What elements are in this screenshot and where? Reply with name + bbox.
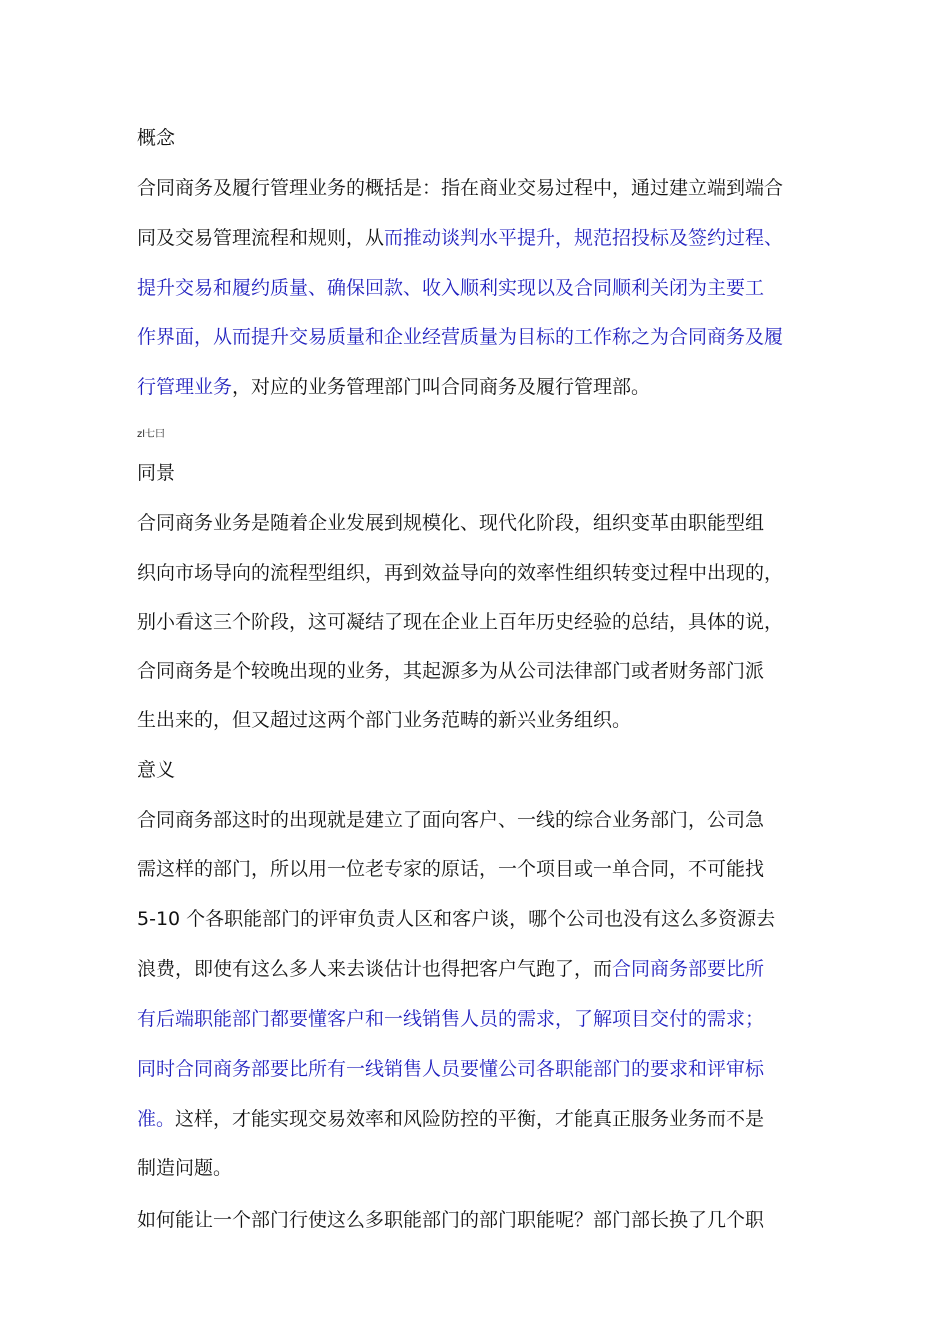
text-run: 这样，才能实现交易效率和风险防控的平衡，才能真正服务业务而不是: [175, 1108, 765, 1130]
heading-concept: 概念: [137, 127, 176, 149]
paragraph-line: 别小看这三个阶段，这可凝结了现在企业上百年历史经验的总结，具体的说，: [137, 611, 784, 633]
paragraph-line: 如何能让一个部门行使这么多职能部门的部门职能呢？部门部长换了几个职: [137, 1209, 765, 1231]
highlighted-text: 作界面，从而提升交易质量和企业经营质量为目标的工作称之为合同商务及履: [137, 326, 784, 348]
paragraph-line: [137, 956, 764, 982]
heading-background: 同景: [137, 462, 176, 484]
paragraph-line: [137, 1106, 764, 1132]
paragraph-line: [137, 1155, 232, 1181]
paragraph-line: [137, 807, 764, 833]
highlighted-text: 提升交易和履约质量、确保回款、收入顺利实现以及合同顺利关闭为主要工: [137, 277, 765, 299]
paragraph-line: 织向市场导向的流程型组织，再到效益导向的效率性组织转变过程中出现的，: [137, 562, 784, 584]
highlighted-text: 合同商务部要比所: [612, 958, 765, 980]
paragraph-line: [137, 324, 783, 350]
paragraph-line: 生出来的，但又超过这两个部门业务范畴的新兴业务组织。: [137, 709, 632, 731]
paragraph-line: [137, 1006, 764, 1032]
paragraph-line: [137, 275, 764, 301]
highlighted-text: 准。: [137, 1108, 176, 1130]
heading-significance: 意义: [137, 759, 176, 781]
paragraph-line: 合同商务业务是随着企业发展到规模化、现代化阶段，组织变革由职能型组: [137, 512, 765, 534]
text-run: ，对应的业务管理部门叫合同商务及履行管理部。: [232, 376, 651, 398]
text-run: 5-10 个各职能部门的评审负责人区和客户谈，哪个公司也没有这么多资源去: [137, 908, 776, 930]
text-run: 需这样的部门，所以用一位老专家的原话，一个项目或一单合同，不可能找: [137, 858, 765, 880]
text-run: 制造问题。: [137, 1157, 233, 1179]
paragraph-line: [137, 175, 783, 201]
text-run: 合同商务部这时的出现就是建立了面向客户、一线的综合业务部门，公司急: [137, 809, 765, 831]
highlighted-text: 有后端职能部门都要懂客户和一线销售人员的需求，了解项目交付的需求；: [137, 1008, 765, 1030]
text-run: 浪费，即使有这么多人来去谈估计也得把客户气跑了，而: [137, 958, 613, 980]
highlighted-text: 行管理业务: [137, 376, 233, 398]
paragraph-line: [137, 374, 650, 400]
text-run: 同及交易管理流程和规则，从: [137, 227, 385, 249]
highlighted-text: 同时合同商务部要比所有一线销售人员要懂公司各职能部门的要求和评审标: [137, 1058, 765, 1080]
highlighted-text: 而推动谈判水平提升，规范招投标及签约过程、: [384, 227, 784, 249]
paragraph-line: [137, 906, 775, 932]
text-run: 合同商务及履行管理业务的概括是：指在商业交易过程中，通过建立端到端合: [137, 177, 784, 199]
paragraph-line: 合同商务是个较晚出现的业务，其起源多为从公司法律部门或者财务部门派: [137, 660, 765, 682]
paragraph-line: [137, 225, 783, 251]
small-mark: zl七曰: [137, 429, 166, 440]
paragraph-line: [137, 1056, 764, 1082]
paragraph-line: [137, 856, 764, 882]
